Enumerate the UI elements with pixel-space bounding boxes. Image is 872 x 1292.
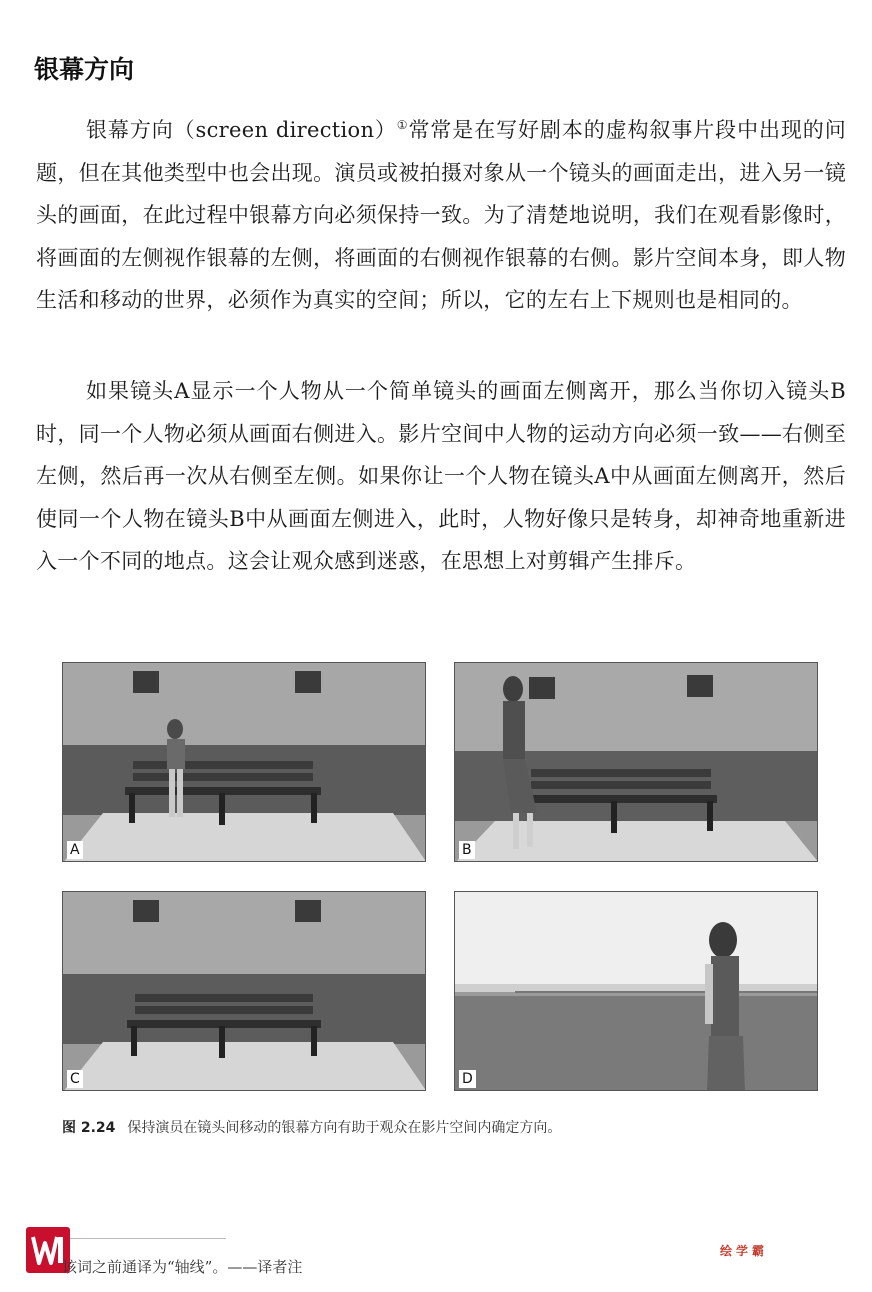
photo-c-label: C (67, 1070, 83, 1088)
paragraph-1-start: 银幕方向（screen direction） (86, 118, 397, 142)
photo-b (454, 662, 818, 862)
photo-a-illustration (63, 663, 426, 862)
photo-a (62, 662, 426, 862)
photo-d (454, 891, 818, 1091)
watermark: 绘学霸 (720, 1244, 769, 1258)
photo-a-label: A (67, 841, 83, 859)
footnote-marker[interactable]: ① (396, 118, 409, 132)
footnote: 该词之前通译为“轴线”。——译者注 (62, 1258, 303, 1276)
section-heading: 银幕方向 (34, 55, 135, 84)
photo-d-label: D (459, 1070, 476, 1088)
figure-caption (62, 1117, 561, 1137)
figure-number: 图 2.24 (62, 1120, 116, 1136)
photo-d-illustration (455, 892, 818, 1091)
paragraph-1-rest: 常常是在写好剧本的虚构叙事片段中出现的问题，但在其他类型中也会出现。演员或被拍摄对象从一个镜头的画面走出，进入另一镜头的画面，在此过程中银幕方向必须保持一致。为了清楚地说明，我们在观看影像时，将画面的左侧视作银幕的左侧，将画面的右侧视作银幕的右侧。影片空间本身，即人物生活和移动的世界，必须作为真实的空间；所以，它的左右上下规则也是相同的。 (36, 118, 846, 313)
photo-b-illustration (455, 663, 818, 862)
photo-b-label: B (459, 841, 475, 859)
paragraph-2: 如果镜头A显示一个人物从一个简单镜头的画面左侧离开，那么当你切入镜头B时，同一个人物必须从画面右侧进入。影片空间中人物的运动方向必须一致——右侧至左侧，然后再一次从右侧至左侧。如果你让一个人物在镜头A中从画面左侧离开，然后使同一个人物在镜头B中从画面左侧进入，此时，人物好像只是转身，却神奇地重新进入一个不同的地点。这会让观众感到迷惑，在思想上对剪辑产生排斥。 (36, 379, 846, 574)
paragraph-1 (36, 104, 846, 322)
photo-c-illustration (63, 892, 426, 1091)
figure-caption-text: 保持演员在镜头间移动的银幕方向有助于观众在影片空间内确定方向。 (127, 1120, 562, 1136)
photo-c (62, 891, 426, 1091)
